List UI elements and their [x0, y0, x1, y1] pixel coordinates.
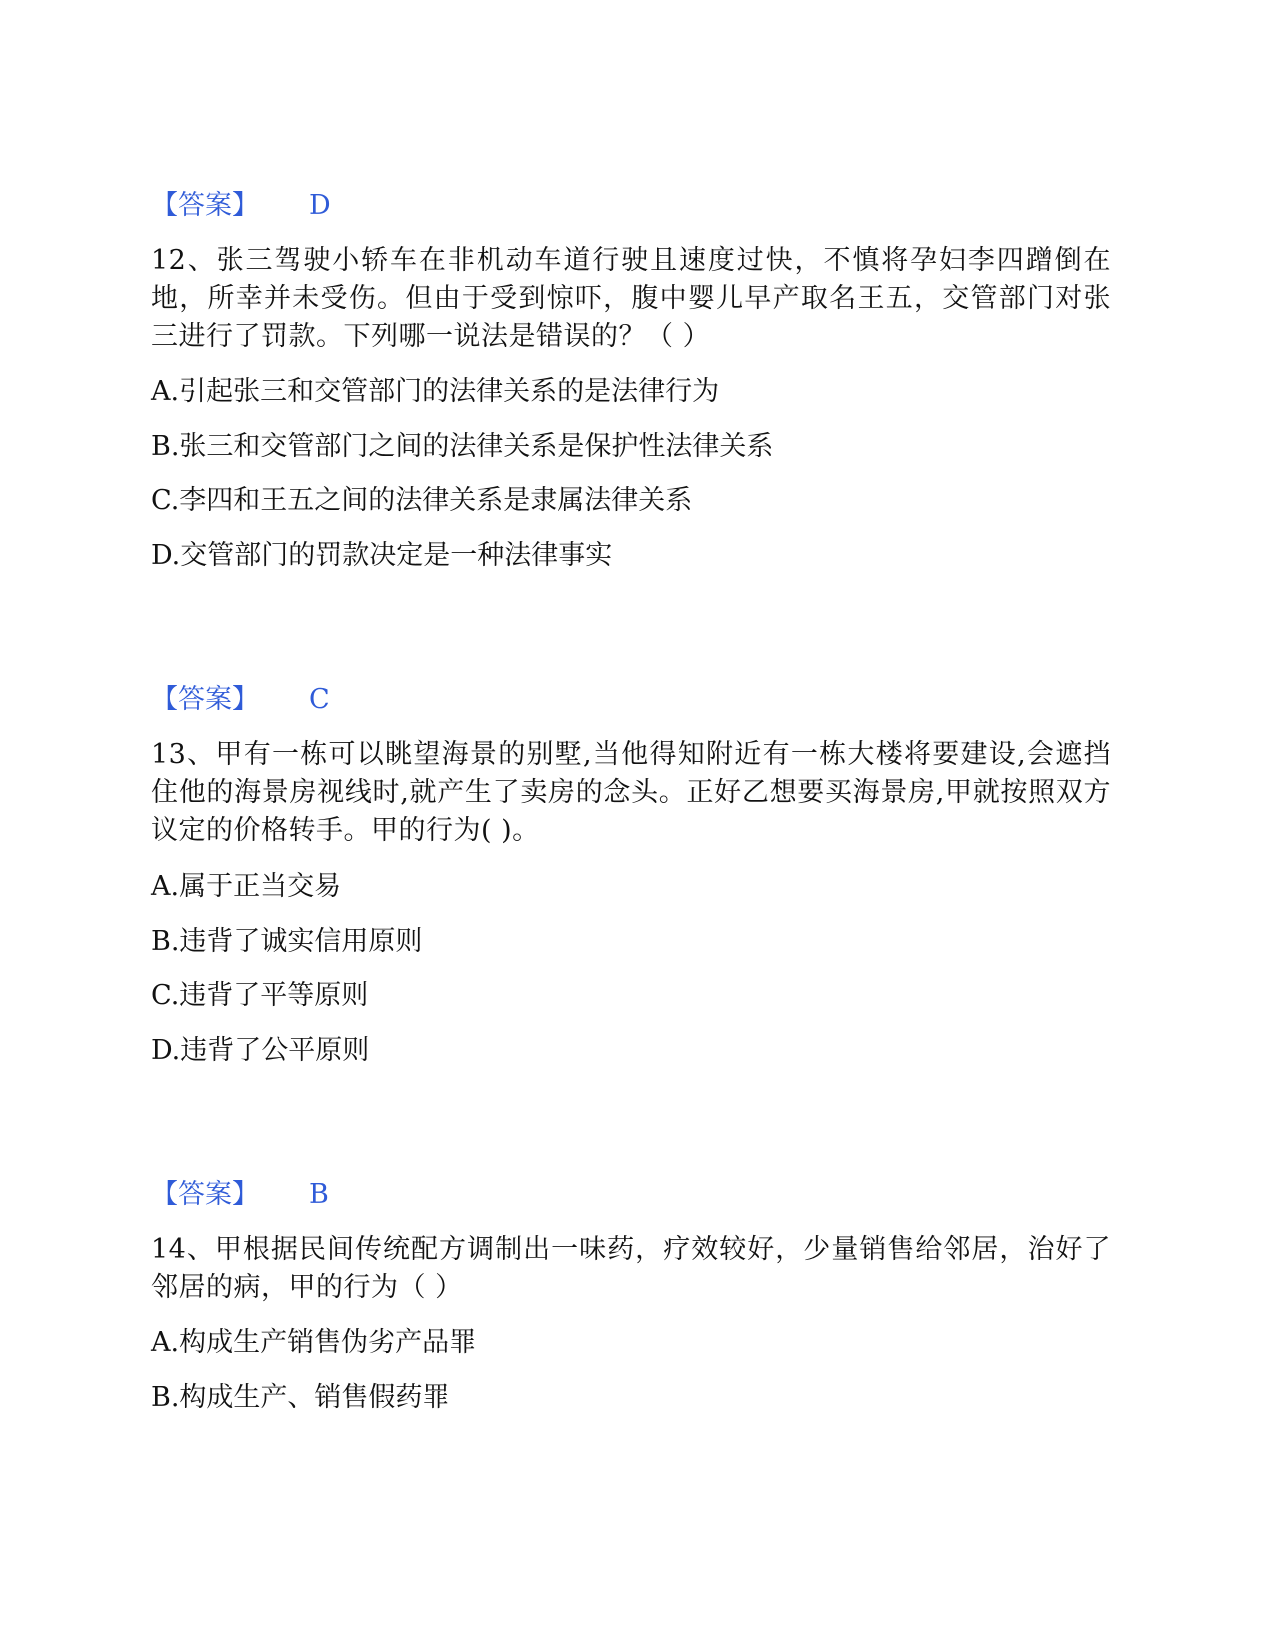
option-d: D.违背了公平原则	[151, 1035, 370, 1066]
option-b: B.构成生产、销售假药罪	[151, 1382, 450, 1413]
question-text: 13、甲有一栋可以眺望海景的别墅,当他得知附近有一栋大楼将要建设,会遮挡住他的海景房视线时,就产生了卖房的念头。正好乙想要买海景房,甲就按照双方议定的价格转手。甲的行为( )。	[151, 739, 1111, 846]
question-text: 12、张三驾驶小轿车在非机动车道行驶且速度过快，不慎将孕妇李四蹭倒在地，所幸并未受伤。但由于受到惊吓，腹中婴儿早产取名王五，交管部门对张三进行了罚款。下列哪一说法是错误的？（ ）	[151, 245, 1111, 352]
answer-line	[151, 1179, 329, 1211]
answer-value: C	[309, 684, 330, 715]
option-b: B.张三和交管部门之间的法律关系是保护性法律关系	[151, 431, 774, 462]
answer-value: B	[309, 1179, 329, 1210]
option-a: A.构成生产销售伪劣产品罪	[151, 1327, 477, 1358]
option-c: C.李四和王五之间的法律关系是隶属法律关系	[151, 485, 693, 516]
option-a: A.引起张三和交管部门的法律关系的是法律行为	[151, 376, 720, 407]
option-a: A.属于正当交易	[151, 871, 342, 902]
option-c: C.违背了平等原则	[151, 980, 369, 1011]
answer-label: 【答案】	[151, 1179, 259, 1210]
answer-value: D	[309, 190, 331, 221]
option-b: B.违背了诚实信用原则	[151, 926, 423, 957]
option-d: D.交管部门的罚款决定是一种法律事实	[151, 540, 613, 571]
answer-line	[151, 684, 330, 716]
answer-label: 【答案】	[151, 190, 259, 221]
question-text: 14、甲根据民间传统配方调制出一味药，疗效较好，少量销售给邻居，治好了邻居的病，甲的行为（ ）	[151, 1234, 1111, 1303]
answer-line	[151, 190, 331, 222]
answer-label: 【答案】	[151, 684, 259, 715]
